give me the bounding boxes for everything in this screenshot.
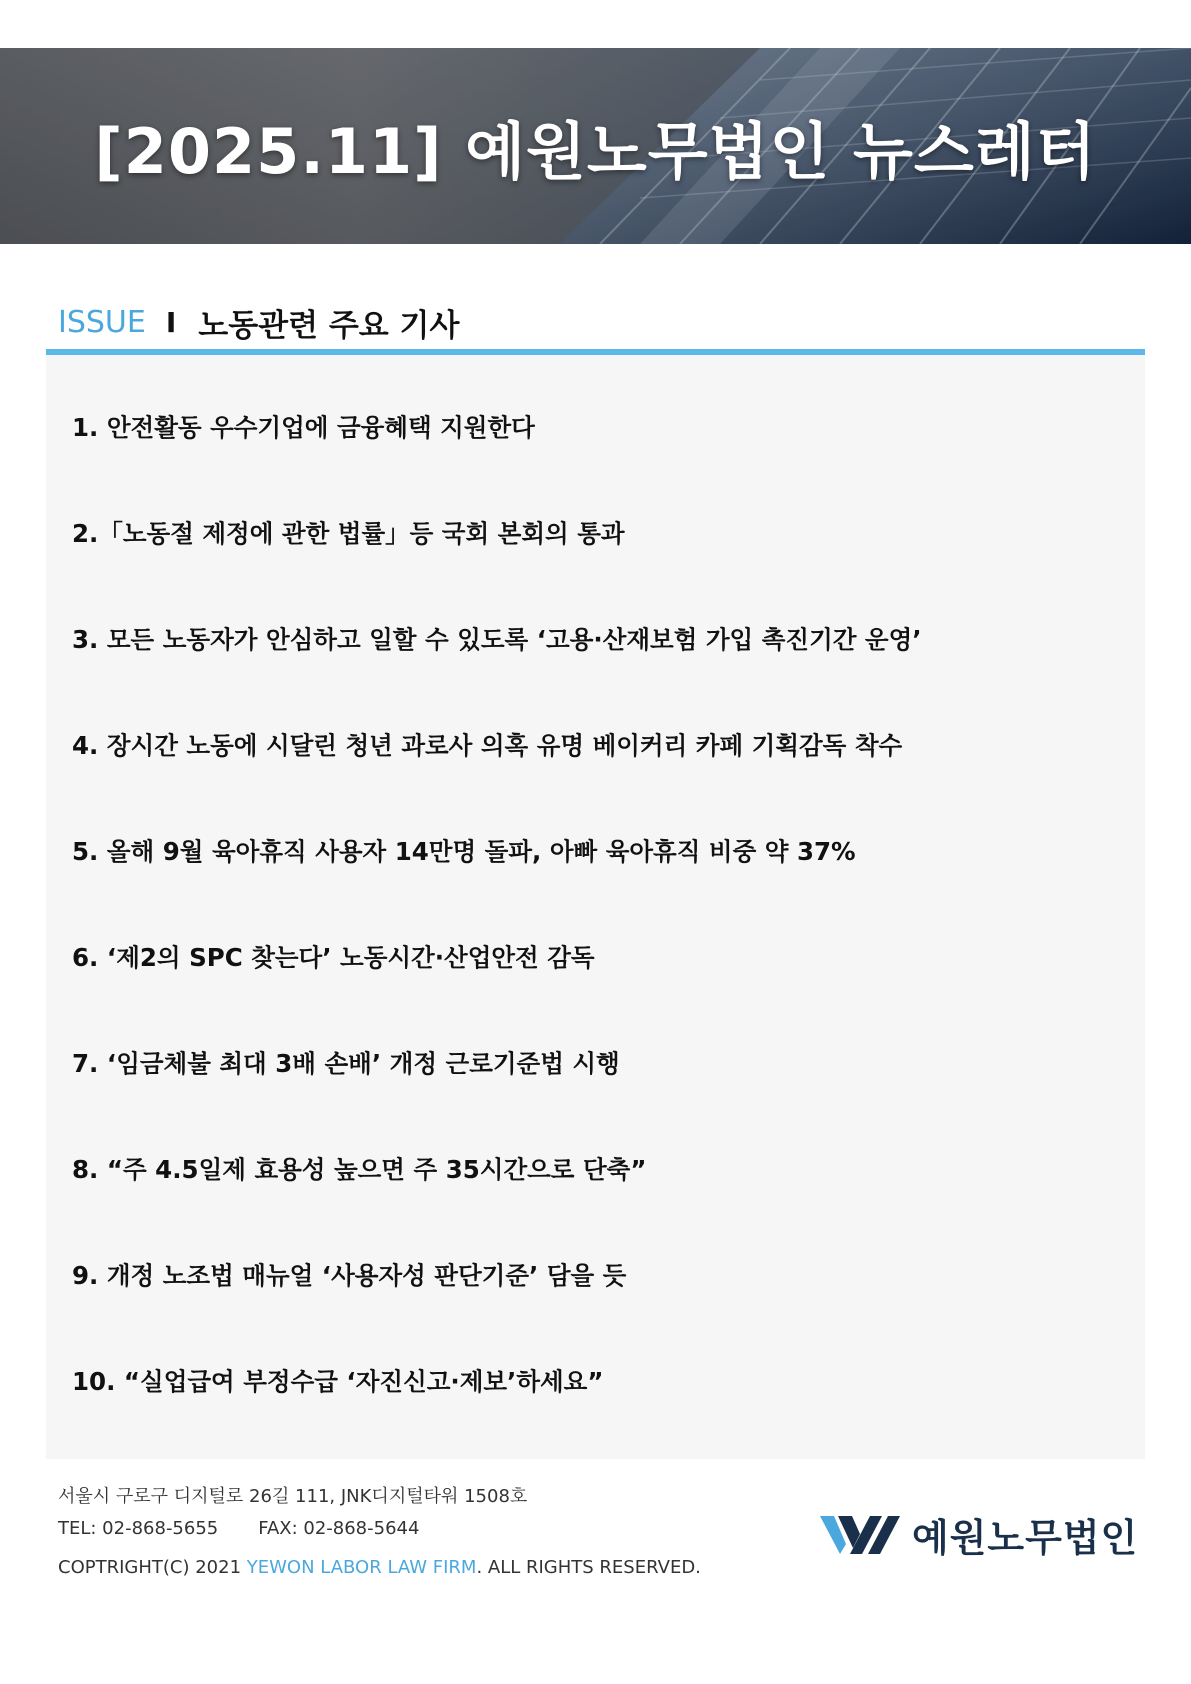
article-item-5[interactable]: 5. 올해 9월 육아휴직 사용자 14만명 돌파, 아빠 육아휴직 비중 약 37% [72, 836, 856, 866]
logo-text: 예원노무법인 [912, 1515, 1139, 1560]
newsletter-title: [2025.11] 예원노무법인 뉴스레터 [94, 114, 1097, 188]
article-item-6[interactable]: 6. ‘제2의 SPC 찾는다’ 노동시간·산업안전 감독 [72, 942, 595, 972]
article-item-7[interactable]: 7. ‘임금체불 최대 3배 손배’ 개정 근로기준법 시행 [72, 1048, 620, 1078]
footer-copyright [58, 1557, 701, 1578]
heading-separator: I [165, 305, 177, 339]
copyright-firm-name: YEWON LABOR LAW FIRM [246, 1557, 477, 1578]
article-item-2[interactable]: 2.「노동절 제정에 관한 법률」등 국회 본회의 통과 [72, 518, 625, 548]
footer-fax: FAX: 02-868-5644 [258, 1518, 420, 1539]
article-item-9[interactable]: 9. 개정 노조법 매뉴얼 ‘사용자성 판단기준’ 담을 듯 [72, 1260, 627, 1290]
article-item-10[interactable]: 10. “실업급여 부정수급 ‘자진신고·제보’하세요” [72, 1366, 604, 1396]
firm-logo [820, 1508, 1138, 1560]
copyright-prefix: COPTRIGHT(C) 2021 [58, 1557, 247, 1578]
footer-tel: TEL: 02-868-5655 [58, 1518, 219, 1539]
article-item-1[interactable]: 1. 안전활동 우수기업에 금융혜택 지원한다 [72, 412, 535, 442]
section-heading [58, 298, 459, 346]
article-item-4[interactable]: 4. 장시간 노동에 시달린 청년 과로사 의혹 유명 베이커리 카페 기획감독 착수 [72, 730, 903, 760]
article-item-8[interactable]: 8. “주 4.5일제 효용성 높으면 주 35시간으로 단축” [72, 1154, 647, 1184]
issue-label: ISSUE [58, 304, 146, 340]
yewon-logo-mark-icon [820, 1512, 902, 1556]
copyright-suffix: . ALL RIGHTS RESERVED. [476, 1557, 701, 1578]
section-title: 노동관련 주요 기사 [198, 307, 460, 344]
article-list-panel [46, 355, 1145, 1459]
footer-address: 서울시 구로구 디지털로 26길 111, JNK디지털타워 1508호 [58, 1486, 528, 1507]
header-banner [0, 48, 1191, 244]
article-item-3[interactable]: 3. 모든 노동자가 안심하고 일할 수 있도록 ‘고용·산재보험 가입 촉진기간 운영’ [72, 624, 922, 654]
footer-contact [58, 1518, 419, 1539]
